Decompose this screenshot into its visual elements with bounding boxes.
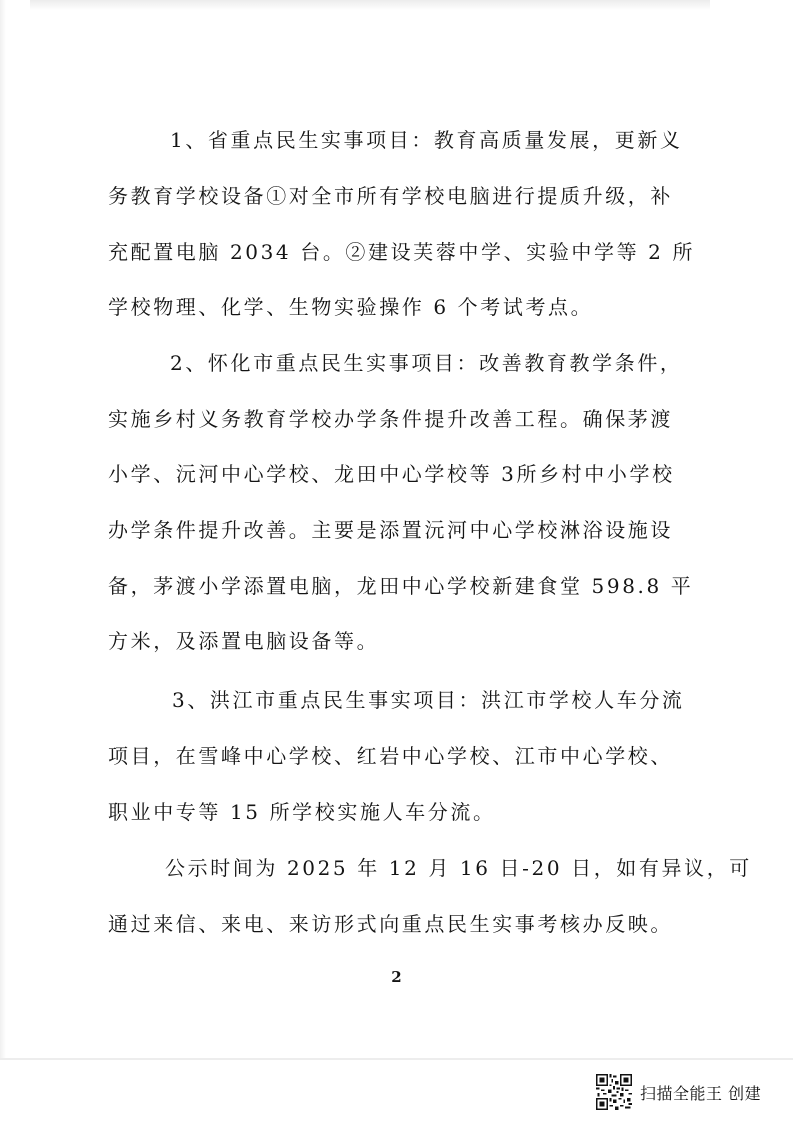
notice-line-2: 通过来信、来电、来访形式向重点民生实事考核办反映。 [108, 912, 673, 936]
paragraph-2-line-2: 实施乡村义务教育学校办学条件提升改善工程。确保茅渡 [108, 407, 673, 431]
paragraph-3-line-3: 职业中专等 15 所学校实施人车分流。 [108, 800, 496, 824]
paragraph-1-line-4: 学校物理、化学、生物实验操作 6 个考试考点。 [108, 295, 594, 319]
scan-shadow-top [30, 0, 710, 10]
scan-shadow-left [0, 0, 6, 1060]
paragraph-2-line-5: 备，茅渡小学添置电脑，龙田中心学校新建食堂 598.8 平 [108, 574, 694, 598]
paragraph-3-line-2: 项目，在雪峰中心学校、红岩中心学校、江市中心学校、 [108, 744, 673, 768]
scanner-brand-label: 扫描全能王 创建 [640, 1083, 762, 1103]
qr-code-icon [596, 1074, 632, 1110]
paragraph-2-line-6: 方米，及添置电脑设备等。 [108, 629, 380, 653]
paragraph-3-line-1: 3、洪江市重点民生事实项目：洪江市学校人车分流 [172, 688, 685, 712]
paragraph-2-line-3: 小学、沅河中心学校、龙田中心学校等 3所乡村中小学校 [108, 462, 675, 486]
paragraph-2-line-4: 办学条件提升改善。主要是添置沅河中心学校淋浴设施设 [108, 518, 673, 542]
scanner-watermark [596, 1072, 761, 1112]
paragraph-1-line-3: 充配置电脑 2034 台。②建设芙蓉中学、实验中学等 2 所 [108, 240, 696, 264]
notice-line-1: 公示时间为 2025 年 12 月 16 日-20 日，如有异议，可 [165, 856, 752, 880]
paragraph-2-line-1: 2、怀化市重点民生实事项目：改善教育教学条件， [170, 351, 683, 375]
page-bottom-edge [0, 1058, 793, 1060]
paragraph-1-line-1: 1、省重点民生实事项目：教育高质量发展，更新义 [170, 128, 683, 152]
paragraph-1-line-2: 务教育学校设备①对全市所有学校电脑进行提质升级，补 [108, 184, 673, 208]
page-number: 2 [391, 968, 402, 986]
